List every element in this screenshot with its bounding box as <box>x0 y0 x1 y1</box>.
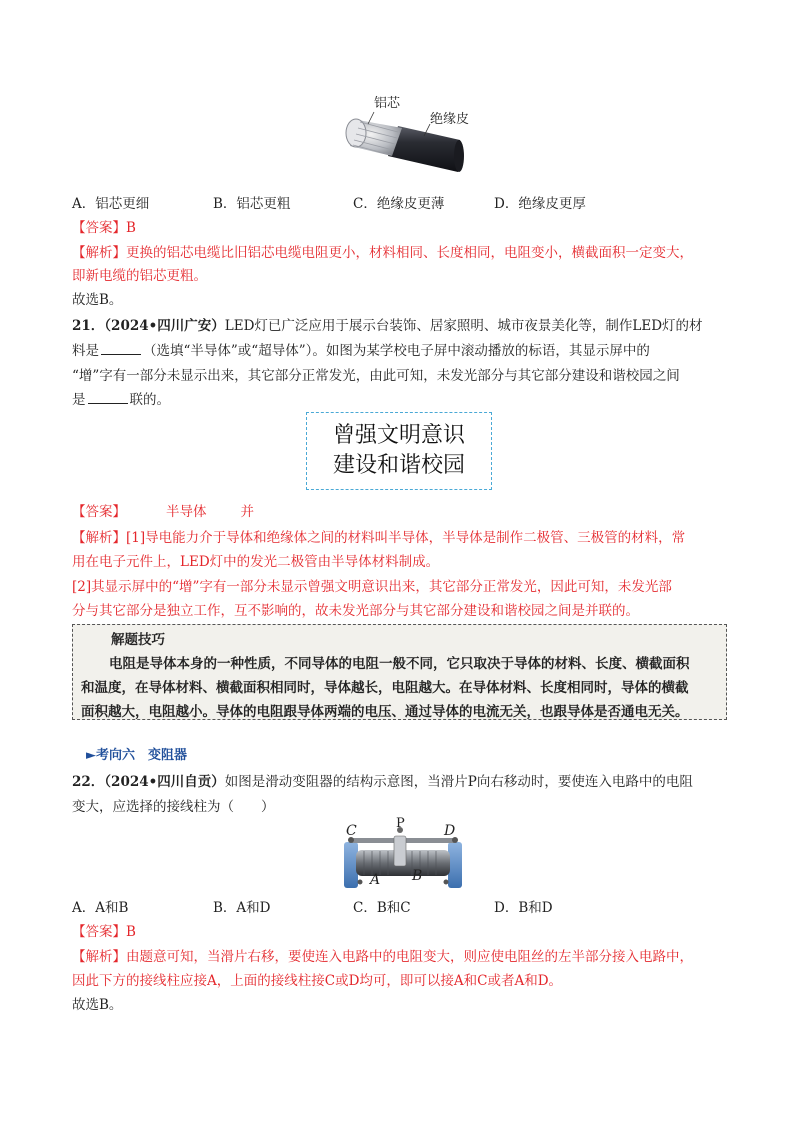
section-title: 考向六 变阻器 <box>96 748 188 763</box>
q21-analysis-line-2: 用在电子元件上，LED灯中的发光二极管由半导体材料制成。 <box>72 554 440 570</box>
stem-text: （选填“半导体”或“超导体”）。如图为某学校电子屏中滚动播放的标语，其显示屏中的 <box>143 343 650 359</box>
cable-label-sheath: 绝缘皮 <box>430 112 470 127</box>
fill-blank-2[interactable] <box>88 391 128 404</box>
q21-analysis-line-3: [2]其显示屏中的“增”字有一部分未显示曾强文明意识出来，其它部分正常发光，因此可知，未发光部 <box>72 579 672 595</box>
q21-analysis-line-4: 分与其它部分是独立工作，互不影响的，故未发光部分与其它部分建设和谐校园之间是并联的。 <box>72 603 639 619</box>
q20-analysis-line-1 <box>72 243 693 263</box>
q21-stem-line-3: “增”字有一部分未显示出来，其它部分正常发光，由此可知，未发光部分与其它部分建设和谐校园之间 <box>72 368 680 384</box>
analysis-tag: 【解析】 <box>72 245 126 261</box>
stem-text: LED灯已广泛应用于展示台装饰、居家照明、城市夜景美化等，制作LED灯的材 <box>224 318 703 334</box>
q21-answer <box>72 502 254 522</box>
analysis-tag: 【解析】 <box>72 530 126 546</box>
triangle-marker-icon: ► <box>86 748 96 763</box>
q20-option-c: C．绝缘皮更薄 <box>353 196 445 212</box>
cable-figure <box>340 92 480 174</box>
slogan-display-screen <box>306 412 492 490</box>
stem-text: 料是 <box>72 343 99 359</box>
tip-line-3: 面积越大，电阻越小。导体的电阻跟导体两端的电压、通过导体的电流无关，也跟导体是否通电无关。 <box>81 704 689 720</box>
question-number: 21． <box>72 318 105 334</box>
q20-conclusion: 故选B。 <box>72 292 123 308</box>
q22-stem-line-2: 变大，应选择的接线柱为（ ） <box>72 799 275 815</box>
slogan-line-2: 建设和谐校园 <box>332 453 465 478</box>
section-heading <box>86 746 187 766</box>
terminal-label-a: A <box>370 872 381 888</box>
q21-stem-line-2 <box>72 341 650 361</box>
q22-analysis-line-2: 因此下方的接线柱应接A，上面的接线柱接C或D均可，即可以接A和C或者A和D。 <box>72 973 563 989</box>
answer-tag: 【答案】 <box>72 504 126 520</box>
terminal-label-b: B <box>412 868 423 884</box>
q22-stem-line-1 <box>72 772 693 792</box>
q20-option-d: D．绝缘皮更厚 <box>494 196 586 212</box>
q22-answer <box>72 922 136 942</box>
q22-option-d: D．B和D <box>494 900 553 916</box>
analysis-text: [1]导电能力介于导体和绝缘体之间的材料叫半导体，半导体是制作二极管、三极管的材料，常 <box>126 530 686 546</box>
q21-analysis-line-1 <box>72 528 685 548</box>
q22-conclusion: 故选B。 <box>72 997 123 1013</box>
analysis-tag: 【解析】 <box>72 949 126 965</box>
q21-stem-line-4 <box>72 390 170 410</box>
q20-analysis-line-2: 即新电缆的铝芯更粗。 <box>72 268 207 284</box>
terminal-label-c: C <box>346 823 357 839</box>
question-source: （2024•四川自贡） <box>104 774 225 790</box>
q22-option-c: C．B和C <box>353 900 411 916</box>
stem-text: 如图是滑动变阻器的结构示意图，当滑片P向右移动时，要使连入电路中的电阻 <box>224 774 693 790</box>
answer-value-1: 半导体 <box>166 504 207 520</box>
q22-option-b: B．A和D <box>213 900 271 916</box>
q20-option-a: A．铝芯更细 <box>72 196 150 212</box>
answer-tag: 【答案】 <box>72 924 126 940</box>
answer-tag: 【答案】 <box>72 220 126 236</box>
q22-analysis-line-1 <box>72 947 693 967</box>
fill-blank-1[interactable] <box>101 342 141 355</box>
analysis-text: 由题意可知，当滑片右移，要使连入电路中的电阻变大，则应使电阻丝的左半部分接入电路中， <box>126 949 693 965</box>
terminal-label-d: D <box>444 823 456 839</box>
question-number: 22． <box>72 774 105 790</box>
q21-stem-line-1 <box>72 316 703 336</box>
slogan-line-1: 曾强文明意识 <box>332 423 465 448</box>
q22-option-a: A．A和B <box>72 900 129 916</box>
question-source: （2024•四川广安） <box>104 318 225 334</box>
answer-value-2: 并 <box>240 504 254 520</box>
slider-label-p: P <box>396 816 405 831</box>
analysis-text: 更换的铝芯电缆比旧铝芯电缆电阻更小，材料相同、长度相同，电阻变小，横截面积一定变大， <box>126 245 693 261</box>
cable-label-core: 铝芯 <box>374 96 401 111</box>
answer-value: B <box>126 220 136 236</box>
tip-line-2: 和温度，在导体材料、横截面积相同时，导体越长，电阻越大。在导体材料、长度相同时，导体的横截 <box>81 680 689 696</box>
answer-value: B <box>126 924 136 940</box>
problem-solving-tip-box <box>72 624 727 720</box>
q20-answer <box>72 218 136 238</box>
tip-line-1: 电阻是导体本身的一种性质，不同导体的电阻一般不同，它只取决于导体的材料、长度、横截面积 <box>109 656 690 672</box>
aluminum-cable-image <box>340 92 480 174</box>
tip-title: 解题技巧 <box>111 632 165 648</box>
stem-text: 是 <box>72 392 86 408</box>
q20-option-b: B．铝芯更粗 <box>213 196 291 212</box>
stem-text: 联的。 <box>129 392 170 408</box>
